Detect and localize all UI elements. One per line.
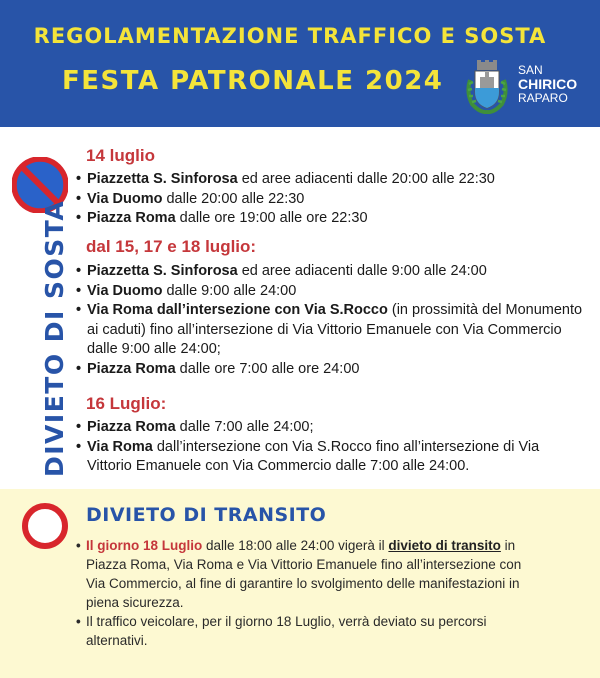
list-item: • Via Roma dall’intersezione con Via S.Rocco fino all’intersezione di Via Vittorio Emanuele con Via Commercio dalle 7:00 alle 24:00. bbox=[76, 438, 586, 477]
list-item: • Via Duomo dalle 9:00 alle 24:00 bbox=[76, 282, 586, 302]
list-item: • Piazza Roma dalle ore 19:00 alle ore 22:30 bbox=[76, 209, 586, 229]
date-heading: 16 Luglio: bbox=[86, 394, 167, 413]
list-item: • Il giorno 18 Luglio dalle 18:00 alle 24:00 vigerà il divieto di transito in Piazza Roma, Via Roma e Via Vittorio Emanuele fino all’intersezione con Via Commercio, al fine di garantire lo svolgimento delle manifestazioni in piena sicurezza. bbox=[76, 536, 526, 612]
municipal-crest-icon bbox=[464, 58, 510, 114]
page-subtitle: FESTA PATRONALE 2024 bbox=[62, 66, 444, 96]
list-item: • Piazzetta S. Sinforosa ed aree adiacenti dalle 20:00 alle 22:30 bbox=[76, 170, 586, 190]
no-parking-vertical-title: DIVIETO DI SOSTA bbox=[40, 199, 69, 477]
no-transit-title: DIVIETO DI TRANSITO bbox=[86, 504, 327, 526]
page-title: REGOLAMENTAZIONE TRAFFICO E SOSTA bbox=[33, 24, 547, 48]
no-transit-list bbox=[76, 536, 526, 650]
town-name-line1: SAN bbox=[518, 63, 543, 77]
header-banner bbox=[0, 0, 600, 127]
list-item: • Piazza Roma dalle ore 7:00 alle ore 24:00 bbox=[76, 360, 586, 380]
town-name bbox=[518, 64, 577, 105]
no-parking-section bbox=[0, 127, 600, 489]
list-item: • Via Roma dall’intersezione con Via S.Rocco (in prossimità del Monumento ai caduti) fino all’intersezione di Via Vittorio Emanuele con Via Commercio dalle 9:00 alle 24:00; bbox=[76, 301, 586, 360]
no-transit-section bbox=[0, 489, 600, 678]
date-heading: 14 luglio bbox=[86, 146, 155, 165]
no-parking-list bbox=[76, 262, 586, 379]
list-item: • Piazza Roma dalle 7:00 alle 24:00; bbox=[76, 418, 586, 438]
no-parking-list bbox=[76, 170, 586, 229]
town-name-line2: CHIRICO bbox=[518, 76, 578, 92]
list-item: • Il traffico veicolare, per il giorno 18 Luglio, verrà deviato su percorsi alternativi. bbox=[76, 612, 526, 650]
list-item: • Via Duomo dalle 20:00 alle 22:30 bbox=[76, 190, 586, 210]
town-name-line3: RAPARO bbox=[518, 91, 568, 105]
list-item: • Piazzetta S. Sinforosa ed aree adiacenti dalle 9:00 alle 24:00 bbox=[76, 262, 586, 282]
no-parking-list bbox=[76, 418, 586, 477]
no-transit-sign-icon bbox=[22, 503, 68, 549]
date-heading: dal 15, 17 e 18 luglio: bbox=[86, 237, 257, 256]
